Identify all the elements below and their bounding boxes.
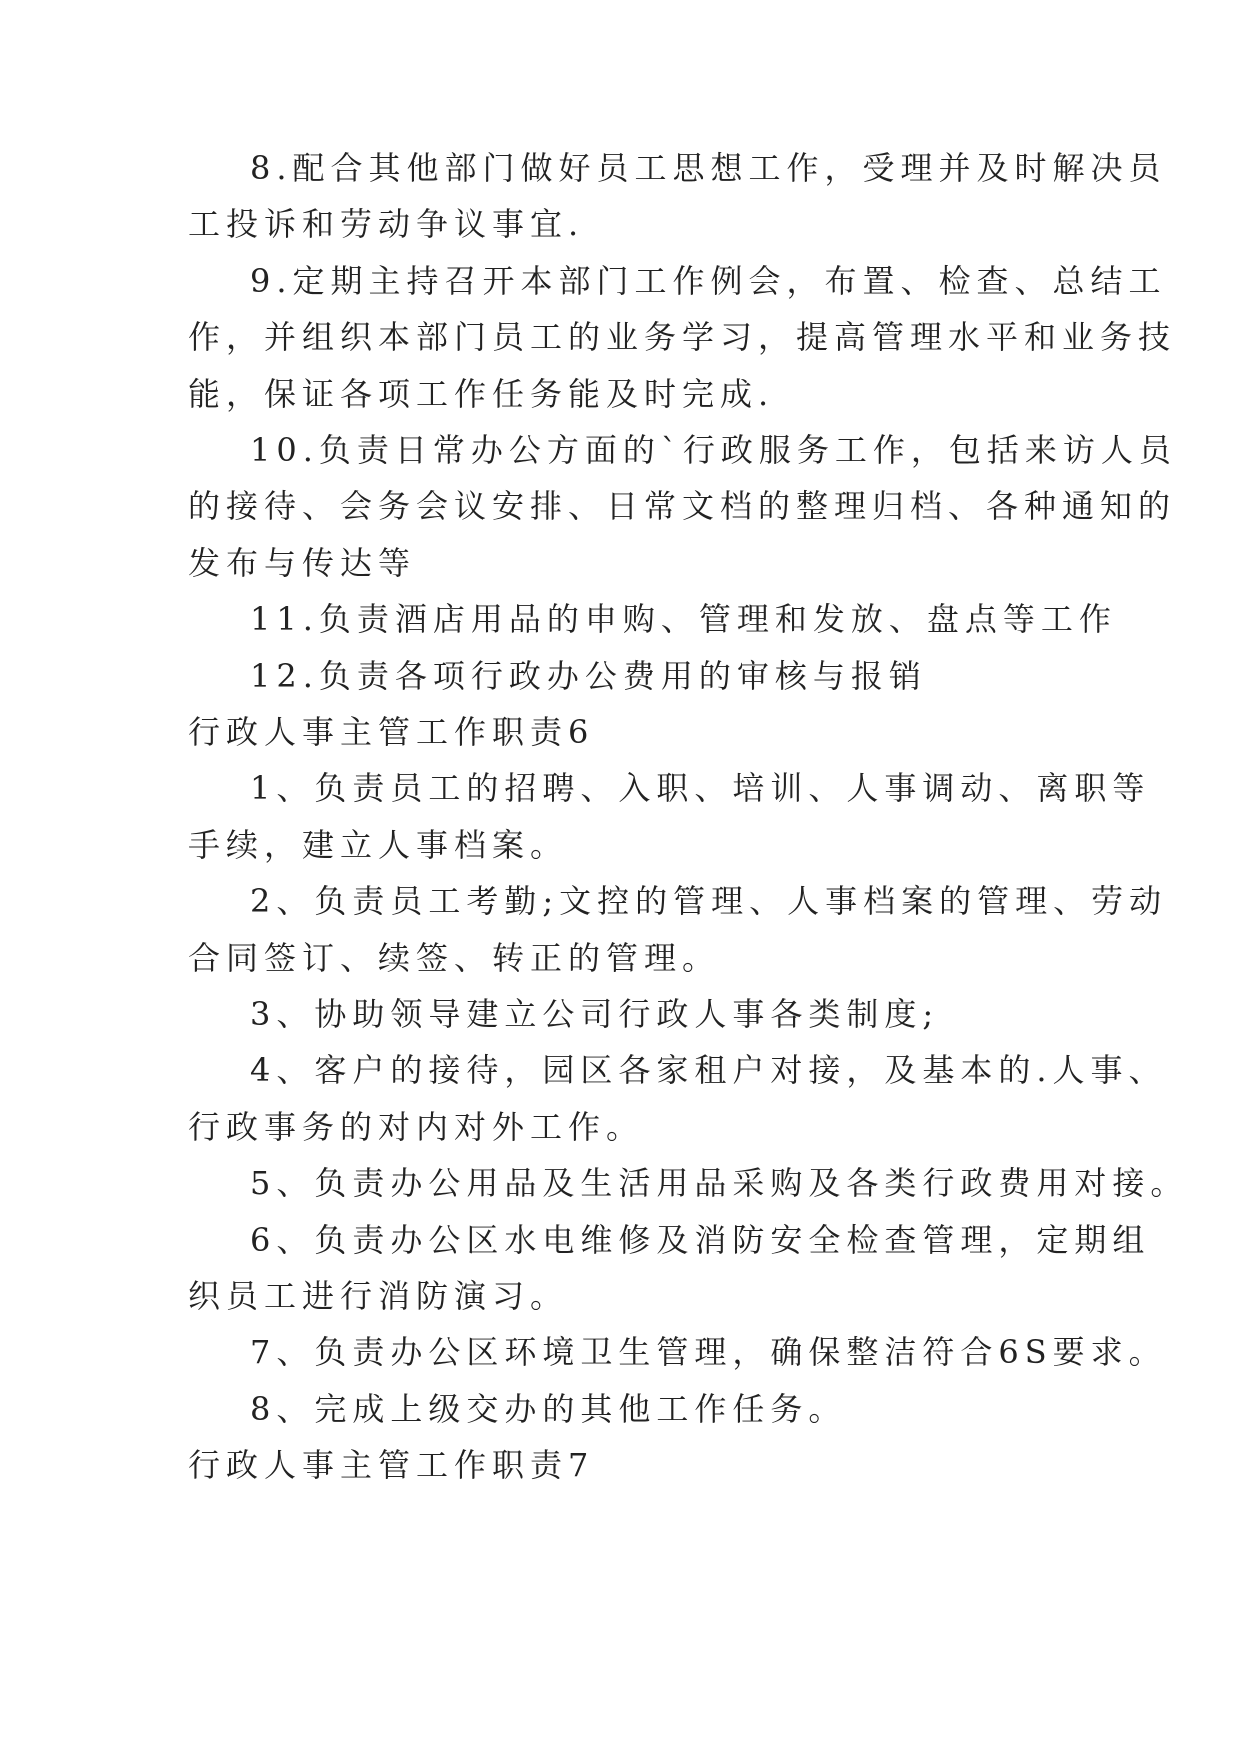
text-line: 3、协助领导建立公司行政人事各类制度;	[250, 995, 940, 1033]
text-line: 发布与传达等	[188, 544, 417, 582]
text-line: 12.负责各项行政办公费用的审核与报销	[250, 657, 927, 695]
text-line: 作，并组织本部门员工的业务学习，提高管理水平和业务技	[188, 318, 1177, 356]
text-line: 8、完成上级交办的其他工作任务。	[250, 1390, 847, 1428]
text-line: 6、负责办公区水电维修及消防安全检查管理，定期组	[250, 1221, 1151, 1259]
text-line: 4、客户的接待，园区各家租户对接，及基本的.人事、	[250, 1051, 1167, 1089]
text-line: 9.定期主持召开本部门工作例会，布置、检查、总结工	[250, 262, 1167, 300]
text-line: 织员工进行消防演习。	[188, 1277, 569, 1315]
text-line: 行政事务的对内对外工作。	[188, 1108, 645, 1146]
section-heading: 行政人事主管工作职责7	[188, 1446, 595, 1484]
text-line: 1、负责员工的招聘、入职、培训、人事调动、离职等	[250, 769, 1151, 807]
section-heading: 行政人事主管工作职责6	[188, 713, 595, 751]
text-line: 手续，建立人事档案。	[188, 826, 569, 864]
text-line: 11.负责酒店用品的申购、管理和发放、盘点等工作	[250, 600, 1117, 638]
text-line: 8.配合其他部门做好员工思想工作，受理并及时解决员	[250, 149, 1167, 187]
text-line: 5、负责办公用品及生活用品采购及各类行政费用对接。	[250, 1164, 1189, 1202]
text-line: 合同签订、续签、转正的管理。	[188, 939, 721, 977]
text-line: 2、负责员工考勤;文控的管理、人事档案的管理、劳动	[250, 882, 1168, 920]
text-line: 能，保证各项工作任务能及时完成.	[188, 375, 775, 413]
text-line: 工投诉和劳动争议事宜.	[188, 205, 585, 243]
text-line: 7、负责办公区环境卫生管理，确保整洁符合6S要求。	[250, 1333, 1167, 1371]
text-line: 10.负责日常办公方面的`行政服务工作，包括来访人员	[250, 431, 1177, 469]
text-line: 的接待、会务会议安排、日常文档的整理归档、各种通知的	[188, 487, 1177, 525]
